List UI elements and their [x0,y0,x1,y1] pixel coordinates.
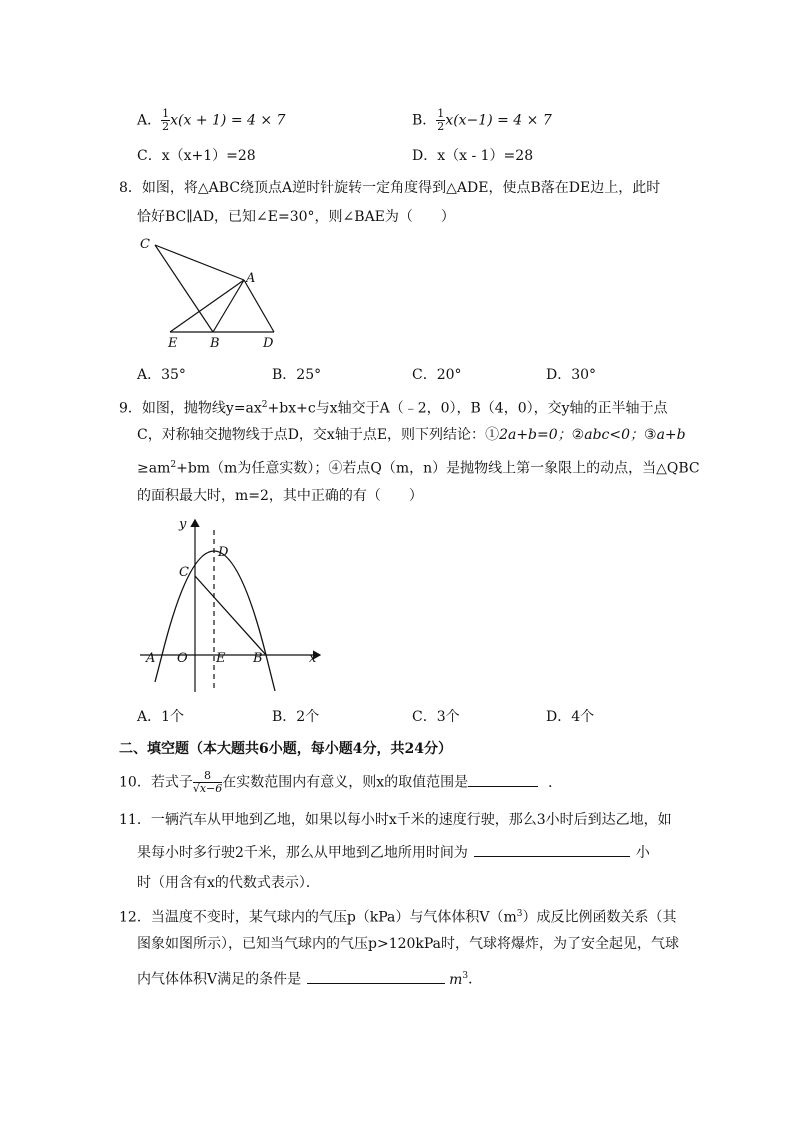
fraction-numerator: 1 [437,107,445,120]
q12-end: ． [468,971,483,988]
parabola-tail [155,655,162,682]
q8-option-c: C．20° [412,367,462,383]
option-expression: x(x−1) = 4 × 7 [445,112,552,129]
label-y: y [179,517,187,532]
q7-option-d: D．x（x - 1）=28 [412,148,534,164]
label-c: C [140,237,150,252]
conclusion-3: a+b [656,427,686,443]
section-heading-fill-in: 二、填空题（本大题共6小题，每小题4分，共24分） [119,741,452,757]
circled-number: ④ [328,460,343,477]
q8-option-d: D．30° [546,367,597,383]
q9-option-a: A．1个 [137,709,185,725]
superscript: 3 [516,909,523,919]
q11-stem-line2 [137,843,650,863]
fraction-denominator: √x−6 [192,782,223,795]
label-x: x [309,651,317,666]
fraction-half [436,108,445,133]
q7-option-b [412,108,552,133]
q8-stem-line2: 恰好BC∥AD，已知∠E=30°，则∠BAE为（ ） [137,209,455,225]
conclusion-1: 2a+b=0； [499,427,572,443]
label-d: D [218,545,229,560]
q12-text: 12．当温度不变时，某气球内的气压p（kPa）与气体体积V（m [119,909,517,926]
q9-text: 9．如图，抛物线y=ax [119,400,262,417]
q9-text: +bx+c与x轴交于A（﹣2，0），B（4，0），交y轴的正半轴于点 [267,400,668,417]
q8-triangle-figure [130,230,290,355]
q11-text: 小 [635,845,650,861]
q7-option-a [137,108,285,133]
q9-stem-line4: 的面积最大时，m=2，其中正确的有（ ） [137,488,423,504]
q12-stem-line2: 图象如图所示），已知当气球内的气压p>120kPa时，气球将爆炸，为了安全起见，气球 [137,936,680,952]
answer-blank[interactable] [474,856,630,857]
label-b: B [210,336,220,351]
q12-stem-line3 [137,966,482,990]
q9-text: 若点Q（m，n）是抛物线上第一象限上的动点，当△QBC [342,460,700,477]
q10-end: ． [548,774,563,791]
q9-option-c: C．3个 [412,709,460,725]
q9-stem-line1 [119,395,668,419]
segment-ad [244,280,274,332]
q10-stem [119,770,562,795]
q11-text: 果每小时多行驶2千米，那么从甲地到乙地所用时间为 [137,845,468,861]
q9-stem-line2 [137,425,686,445]
q7-option-c: C．x（x+1）=28 [137,148,256,164]
fraction-numerator: 1 [162,107,170,120]
circled-number: ① [485,427,500,443]
option-label: B． [412,112,437,129]
q8-option-b: B．25° [272,367,322,383]
segment-ba [213,280,244,332]
label-e: E [168,336,178,351]
q9-text: +bm（m为任意实数）； [176,460,329,477]
q9-text: ≥am [137,460,171,477]
segment-ea [170,280,244,332]
superscript: 3 [462,971,469,981]
q10-text: 10．若式子 [119,774,193,791]
q9-option-b: B．2个 [272,709,320,725]
q9-text: C，对称轴交抛物线于点D，交x轴于点E，则下列结论： [137,427,486,443]
q12-stem-line1 [119,904,677,928]
label-a: A [146,651,156,666]
option-expression: x(x + 1) = 4 × 7 [170,112,286,129]
q8-option-a: A．35° [137,367,186,383]
circled-number: ③ [644,427,657,443]
answer-blank[interactable] [468,786,538,787]
circled-number: ② [571,427,585,443]
q11-stem-line3: 时（用含有x的代数式表示）． [137,875,320,891]
superscript: 2 [261,400,268,410]
conclusion-2: abc<0； [584,427,645,443]
segment-cb [155,245,213,332]
label-a: A [246,271,256,286]
q9-parabola-figure [135,512,335,697]
q10-text: 在实数范围内有意义，则x的取值范围是 [222,774,469,791]
q8-stem-line1: 8．如图，将△ABC绕顶点A逆时针旋转一定角度得到△ADE，使点B落在DE边上，此时 [119,180,661,196]
q9-stem-line3 [137,455,700,479]
fraction-denominator: 2 [437,120,445,133]
q12-text: ）成反比例函数关系（其 [522,909,677,926]
label-o: O [177,651,188,666]
segment-ca [155,245,244,280]
answer-blank[interactable] [307,983,445,984]
unit-m: m [449,971,463,988]
q12-text: 内气体体积V满足的条件是 [137,971,302,988]
label-d: D [263,336,274,351]
label-c: C [179,565,189,580]
fraction-denominator: 2 [162,120,170,133]
label-e: E [216,651,226,666]
fraction-half [161,108,170,133]
superscript: 2 [170,460,177,470]
label-b: B [253,651,263,666]
option-label: A． [137,112,162,129]
fraction-numerator: 8 [193,770,222,783]
fraction-8-over-sqrt [193,770,222,795]
q9-option-d: D．4个 [546,709,595,725]
q11-stem-line1: 11．一辆汽车从甲地到乙地，如果以每小时x千米的速度行驶，那么3小时后到达乙地，如 [119,812,672,828]
